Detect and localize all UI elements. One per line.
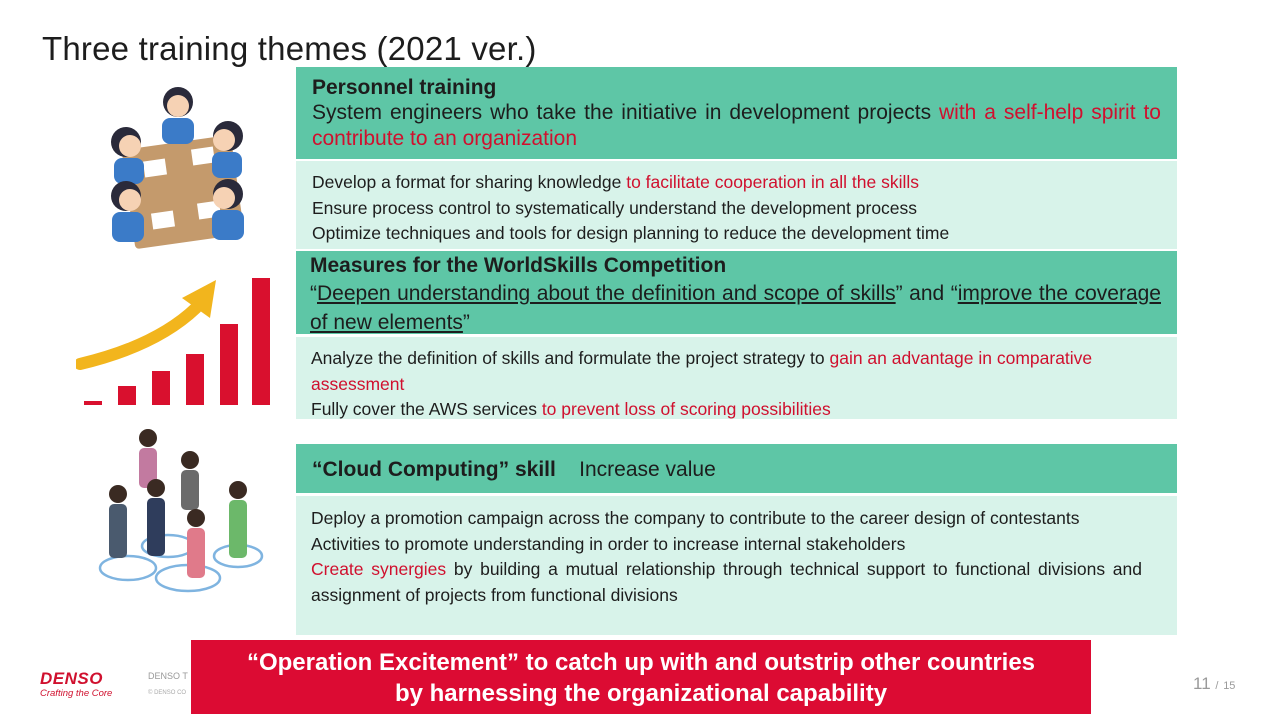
personnel-training-items [296, 161, 1177, 249]
page-number [1193, 674, 1235, 694]
list-item: Develop a format for sharing knowledge to facilitate cooperation in all the skills [312, 172, 919, 192]
personnel-training-header [296, 67, 1177, 159]
personnel-training-description [312, 100, 1161, 152]
copyright-text: © DENSO CO [148, 690, 187, 696]
cloud-computing-items [296, 496, 1177, 635]
list-item: Optimize techniques and tools for design planning to reduce the development time [312, 223, 950, 243]
footer-text: DENSO T [148, 671, 188, 681]
page-separator: / [1215, 680, 1219, 692]
cloud-computing-subheading: Increase value [579, 458, 716, 481]
meeting-illustration [100, 84, 260, 256]
logo-tagline: Crafting the Core [40, 688, 113, 699]
page-title: Three training themes (2021 ver.) [42, 30, 537, 67]
worldskills-header [296, 251, 1177, 334]
page-total: 15 [1223, 680, 1236, 692]
cloud-computing-header [296, 444, 1177, 493]
denso-logo: DENSO [40, 669, 103, 688]
growth-chart-illustration [76, 268, 276, 410]
worldskills-description: “Deepen understanding about the definition and scope of skills” and “improve the coverage of new elements” [310, 282, 1161, 334]
page-current: 11 [1193, 674, 1211, 693]
network-people-illustration [98, 428, 264, 600]
banner-line-1: “Operation Excitement” to catch up with and outstrip other countries [246, 649, 1036, 676]
list-item: Analyze the definition of skills and formulate the project strategy to gain an advantage in comparative assessment [311, 348, 1093, 394]
desc-highlight: with a self-help spirit to contribute to an organization [312, 101, 1161, 150]
worldskills-items [296, 337, 1177, 419]
worldskills-heading: Measures for the WorldSkills Competition [310, 254, 727, 277]
operation-excitement-banner [191, 640, 1091, 714]
list-item: Ensure process control to systematically understand the development process [312, 197, 918, 218]
list-item: Deploy a promotion campaign across the company to contribute to the career design of contestants [311, 508, 1080, 528]
list-item: Fully cover the AWS services to prevent loss of scoring possibilities [311, 399, 831, 419]
personnel-training-heading: Personnel training [312, 76, 497, 99]
desc-plain: System engineers who take the initiative in development projects [312, 101, 940, 124]
banner-line-2: by harnessing the organizational capability [394, 680, 888, 707]
list-item: Create synergies by building a mutual relationship through technical support to functional divisions and assignment of projects from functional divisions [311, 559, 1142, 605]
list-item: Activities to promote understanding in order to increase internal stakeholders [311, 533, 906, 554]
cloud-computing-heading: “Cloud Computing” skill [312, 458, 556, 481]
